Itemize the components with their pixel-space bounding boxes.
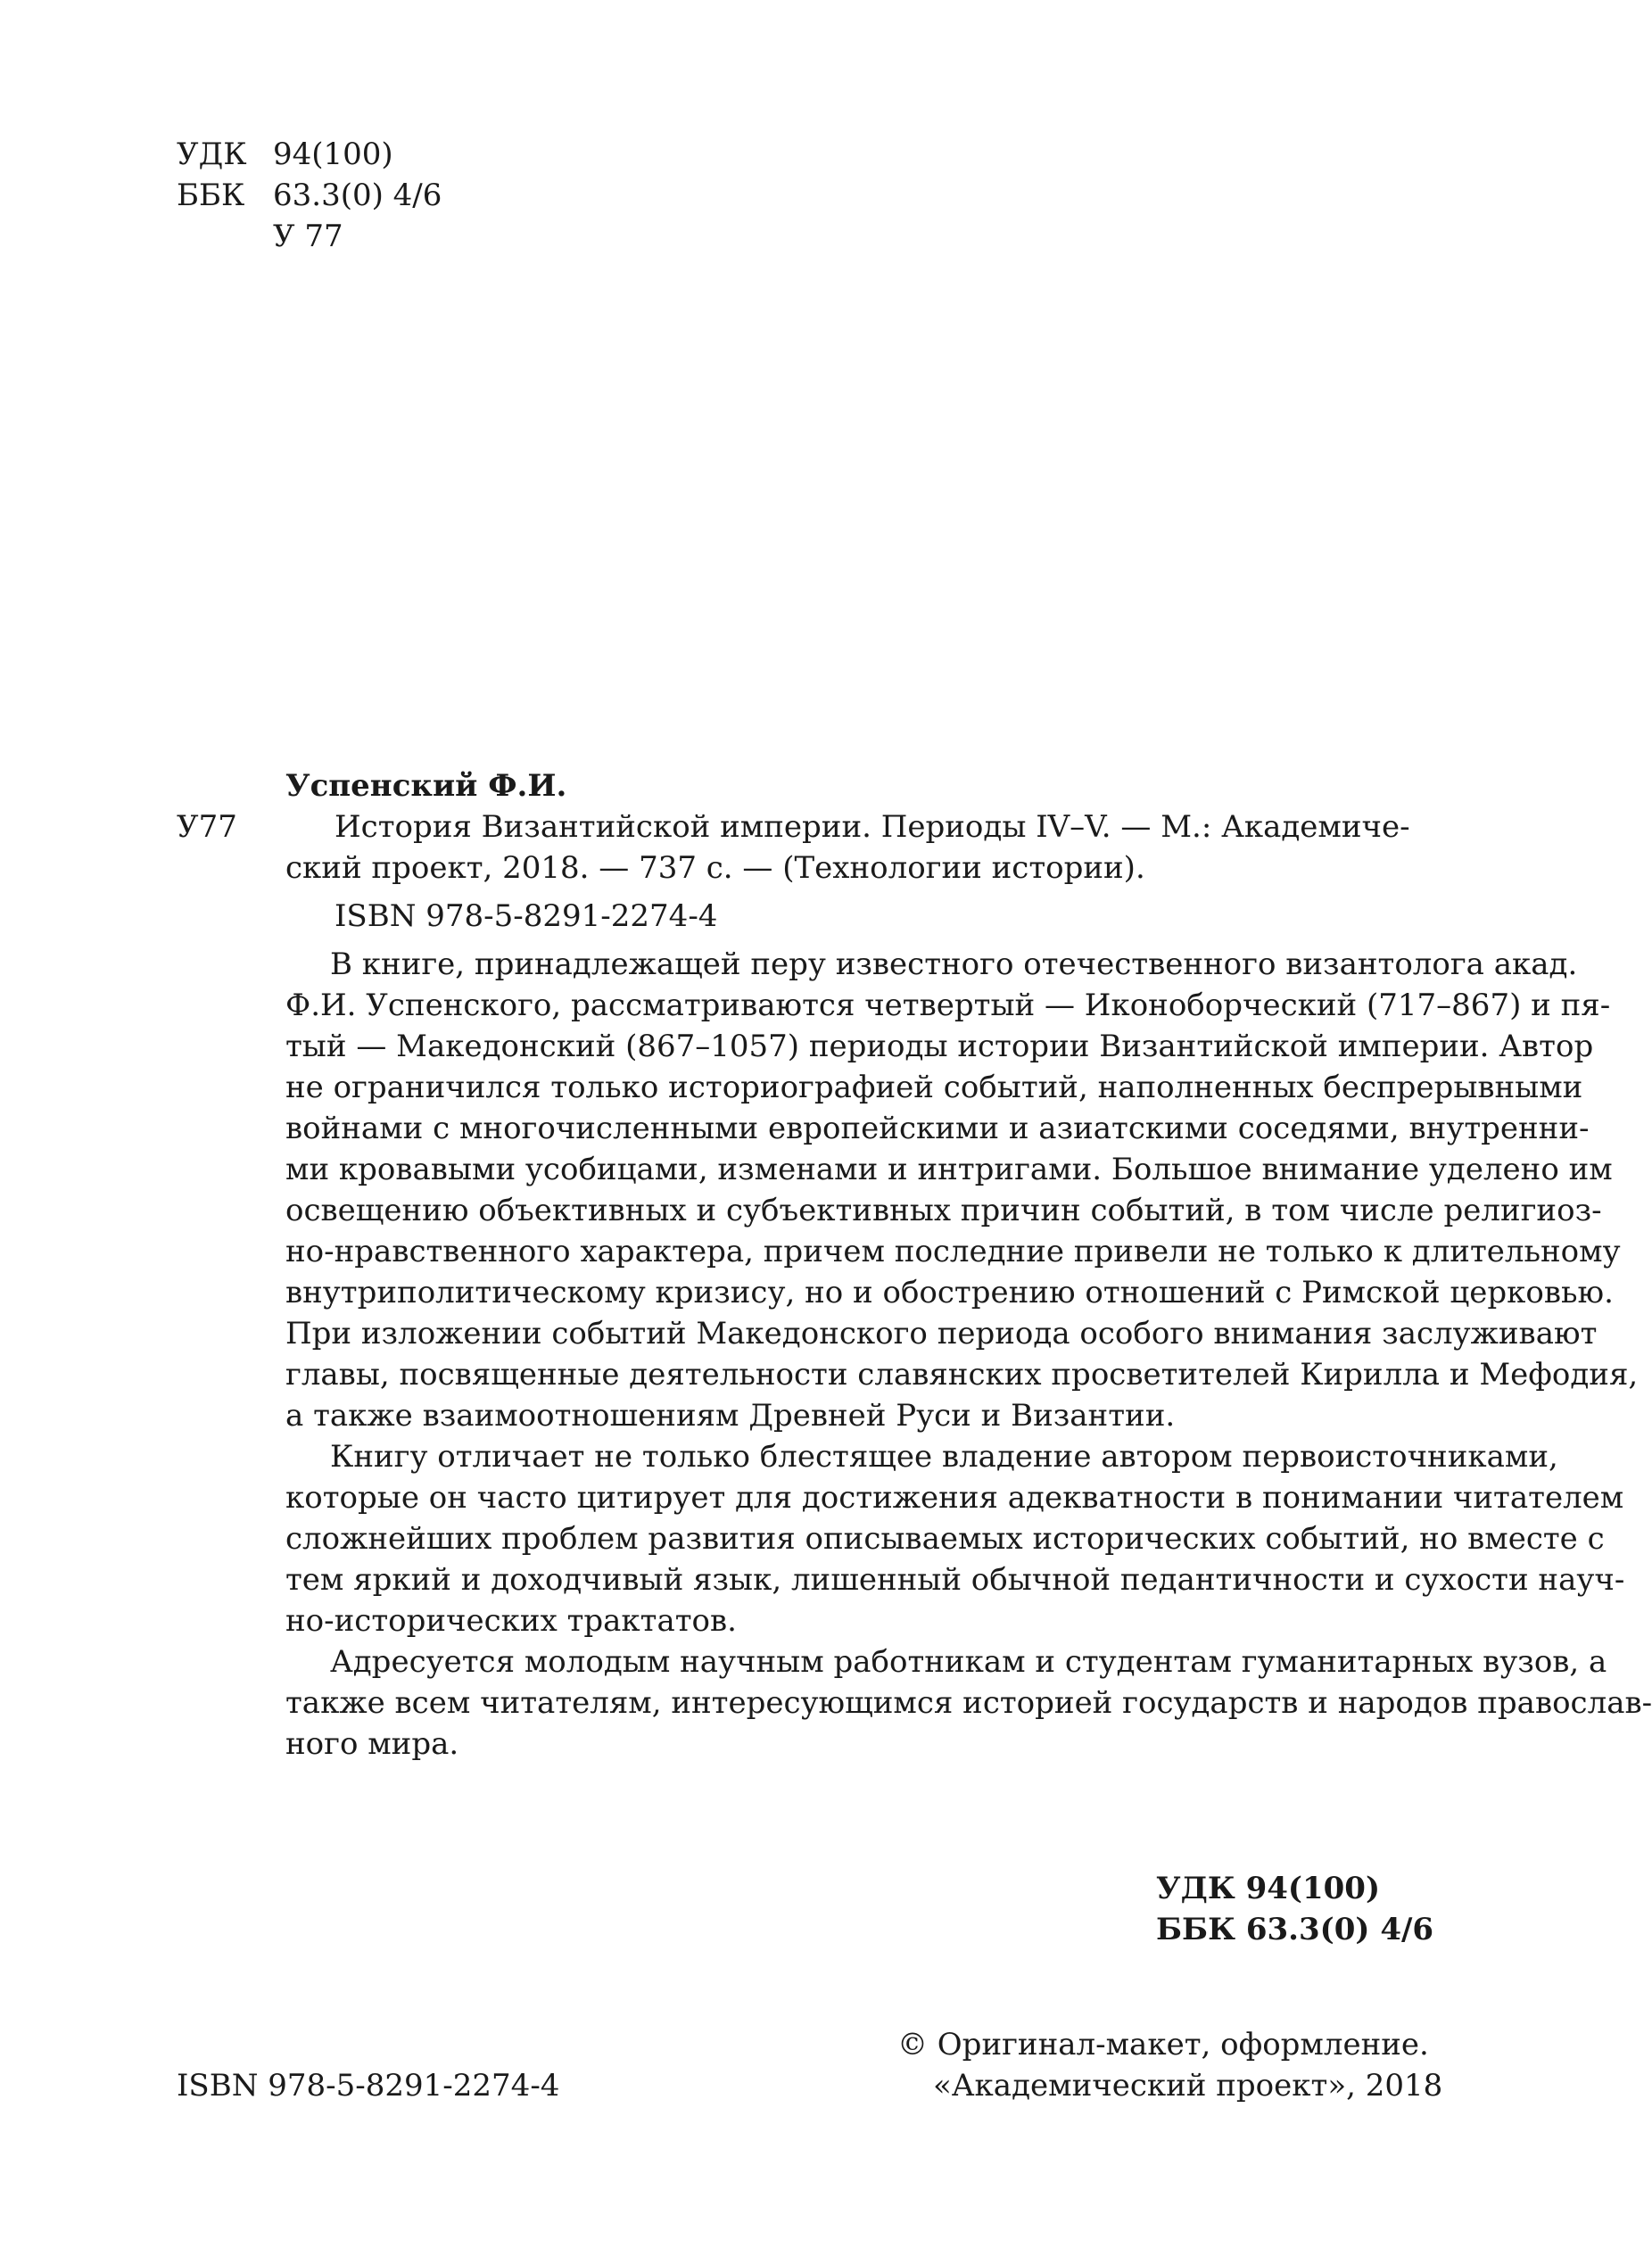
abstract-line: ного мира.	[285, 1726, 459, 1762]
title-line-1	[335, 806, 1409, 847]
cutter-mark: У77	[177, 809, 237, 845]
title-line-2: ский проект, 2018. — 737 с. — (Технологии истории).	[285, 850, 1145, 886]
copyright-block	[897, 2024, 1442, 2106]
cutter-top-value: У 77	[273, 219, 343, 254]
abstract-line: внутриполитическому кризису, но и обострению отношений с Римской церковью.	[285, 1275, 1614, 1310]
abstract-line: тем яркий и доходчивый язык, лишенный обычной педантичности и сухости науч-	[285, 1562, 1625, 1598]
udk-key: УДК	[177, 136, 247, 172]
abstract-line: но-нравственного характера, причем последние привели не только к длительному	[285, 1234, 1621, 1269]
abstract-line: также всем читателям, интересующимся историей государств и народов православ-	[285, 1685, 1652, 1721]
abstract-line: ми кровавыми усобицами, изменами и интригами. Большое внимание уделено им	[285, 1152, 1613, 1187]
abstract	[285, 944, 1652, 1765]
title-line-1-text: История Византийской империи. Периоды IV–V. — М.: Академиче-	[335, 809, 1410, 845]
classification-bottom	[1156, 1868, 1433, 1950]
cutter-top	[177, 216, 442, 257]
abstract-line: не ограничился только историографией событий, наполненных беспрерывными	[285, 1070, 1583, 1105]
abstract-line: Адресуется молодым научным работникам и студентам гуманитарных вузов, а	[330, 1644, 1607, 1680]
abstract-line: сложнейших проблем развития описываемых исторических событий, но вместе с	[285, 1521, 1605, 1557]
copyright-line-1: © Оригинал-макет, оформление.	[897, 2027, 1429, 2062]
abstract-line: Ф.И. Успенского, рассматриваются четвертый — Иконоборческий (717–867) и пя-	[285, 988, 1611, 1023]
abstract-line: а также взаимоотношениям Древней Руси и Византии.	[285, 1398, 1176, 1434]
abstract-line: которые он часто цитирует для достижения адекватности в понимании читателем	[285, 1480, 1624, 1516]
abstract-line: Книгу отличает не только блестящее владение автором первоисточниками,	[330, 1439, 1558, 1475]
isbn-footer: ISBN 978-5-8291-2274-4	[177, 2068, 560, 2104]
abstract-line: главы, посвященные деятельности славянских просветителей Кирилла и Мефодия,	[285, 1357, 1639, 1393]
abstract-line: тый — Македонский (867–1057) периоды истории Византийской империи. Автор	[285, 1029, 1594, 1064]
abstract-line: В книге, принадлежащей перу известного отечественного византолога акад.	[330, 947, 1578, 982]
abstract-line: освещению объективных и субъективных причин событий, в том числе религиоз-	[285, 1193, 1602, 1228]
abstract-line: войнами с многочисленными европейскими и азиатскими соседями, внутренни-	[285, 1111, 1590, 1146]
bbk-bottom: ББК 63.3(0) 4/6	[1156, 1912, 1434, 1947]
copyright-line-2: «Академический проект», 2018	[933, 2068, 1443, 2104]
bbk-value: 63.3(0) 4/6	[273, 178, 442, 213]
abstract-line: но-исторических трактатов.	[285, 1603, 737, 1639]
classification-top	[177, 134, 442, 257]
author-heading: Успенский Ф.И.	[285, 768, 567, 804]
isbn-card: ISBN 978-5-8291-2274-4	[335, 898, 718, 934]
udk-top	[177, 134, 442, 175]
bbk-key: ББК	[177, 178, 245, 213]
udk-bottom: УДК 94(100)	[1156, 1871, 1381, 1906]
abstract-line: При изложении событий Македонского периода особого внимания заслуживают	[285, 1316, 1598, 1352]
udk-value: 94(100)	[273, 136, 393, 172]
bbk-top	[177, 175, 442, 216]
